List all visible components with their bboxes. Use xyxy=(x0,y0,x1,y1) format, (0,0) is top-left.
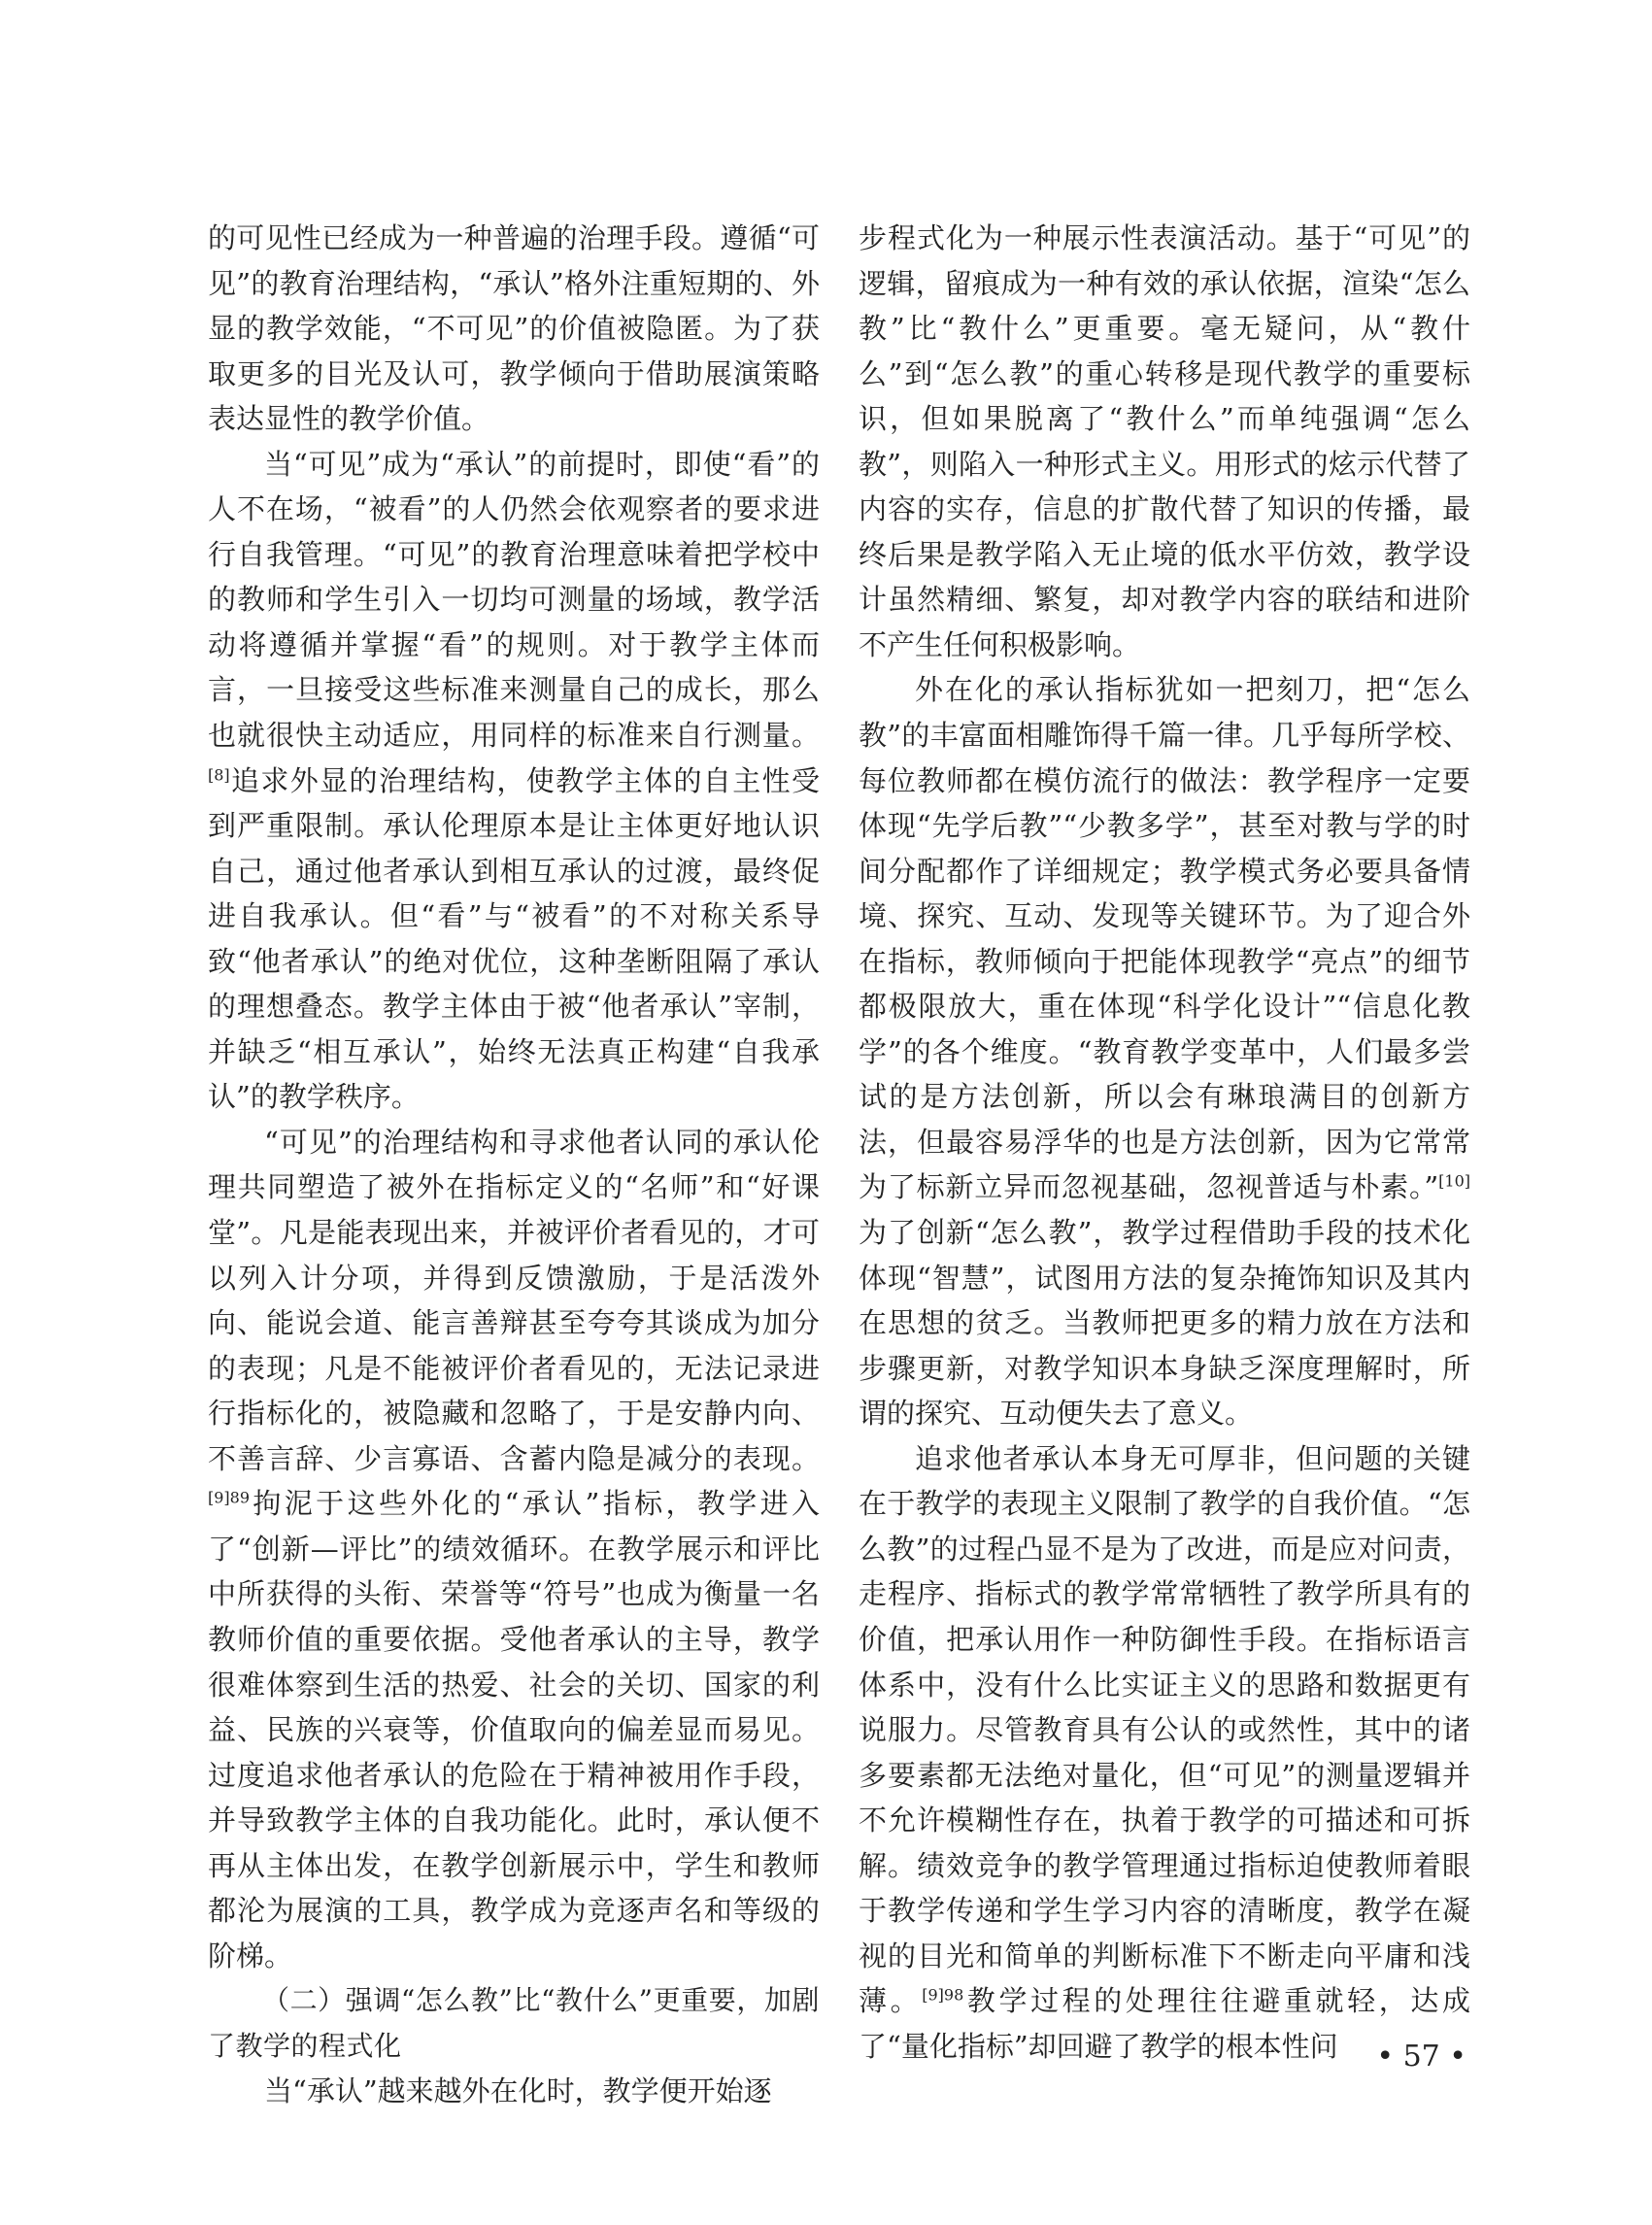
paragraph: 的可见性已经成为一种普遍的治理手段。遵循“可见”的教育治理结构，“承认”格外注重短期的、外显的教学效能，“不可见”的价值被隐匿。为了获取更多的目光及认可，教学倾向于借助展演策略表达显性的教学价值。 xyxy=(208,221,820,436)
page-number: • 57 • xyxy=(1376,2040,1467,2073)
paragraph-text: 当“可见”成为“承认”的前提时，即使“看”的人不在场，“被看”的人仍然会依观察者的要求进行自我管理。“可见”的教育治理意味着把学校中的教师和学生引入一切均可测量的场域，教学活动将遵循并掌握“看”的规则。对于教学主体而言，一旦接受这些标准来测量自己的成长，那么也就很快主动适应，用同样的标准来自行测量。 xyxy=(208,447,820,753)
right-column xyxy=(859,216,1470,2069)
citation-reference: [9]89 xyxy=(208,1488,251,1507)
citation-reference: [9]98 xyxy=(922,1985,964,2005)
citation-reference: [8] xyxy=(208,764,230,784)
paragraph-text: 为了创新“怎么教”，教学过程借助手段的技术化体现“智慧”，试图用方法的复杂掩饰知识及其内在思想的贫乏。当教师把更多的精力放在方法和步骤更新，对教学知识本身缺乏深度理解时，所谓的探究、互动便失去了意义。 xyxy=(859,1216,1470,1431)
paragraph-text: 教学过程的处理往往避重就轻，达成了“量化指标”却回避了教学的根本性问 xyxy=(859,1984,1470,2063)
paragraph xyxy=(208,442,820,1120)
paragraph-text: 拘泥于这些外化的“承认”指标，教学进入了“创新—评比”的绩效循环。在教学展示和评比中所获得的头衔、荣誉等“符号”也成为衡量一名教师价值的重要依据。受他者承认的主导，教学很难体察到生活的热爱、社会的关切、国家的利益、民族的兴衰等，价值取向的偏差显而易见。过度追求他者承认的危险在于精神被用作手段，并导致教学主体的自我功能化。此时，承认便不再从主体出发，在教学创新展示中，学生和教师都沦为展演的工具，教学成为竞逐声名和等级的阶梯。 xyxy=(208,1487,820,1972)
paragraph-text: 外在化的承认指标犹如一把刻刀，把“怎么教”的丰富面相雕饰得千篇一律。几乎每所学校、每位教师都在模仿流行的做法：教学程序一定要体现“先学后教”“少教多学”，甚至对教与学的时间分配都作了详细规定；教学模式务必要具备情境、探究、互动、发现等关键环节。为了迎合外在指标，教师倾向于把能体现教学“亮点”的细节都极限放大，重在体现“科学化设计”“信息化教学”的各个维度。“教育教学变革中，人们最多尝试的是方法创新，所以会有琳琅满目的创新方法，但最容易浮华的也是方法创新，因为它常常为了标新立异而忽视基础，忽视普适与朴素。” xyxy=(859,673,1470,1204)
left-column xyxy=(208,216,820,2114)
paragraph xyxy=(208,1120,820,1978)
paragraph xyxy=(859,1436,1470,2070)
paragraph-text: 追求外显的治理结构，使教学主体的自主性受到严重限制。承认伦理原本是让主体更好地认识自己，通过他者承认到相互承认的过渡，最终促进自我承认。但“看”与“被看”的不对称关系导致“他者承认”的绝对优位，这种垄断阻隔了承认的理想叠态。教学主体由于被“他者承认”宰制，并缺乏“相互承认”，始终无法真正构建“自我承认”的教学秩序。 xyxy=(208,763,820,1114)
citation-reference: [10] xyxy=(1438,1171,1470,1191)
paragraph xyxy=(859,667,1470,1435)
paragraph-text: 追求他者承认本身无可厚非，但问题的关键在于教学的表现主义限制了教学的自我价值。“怎么教”的过程凸显不是为了改进，而是应对问责，走程序、指标式的教学常常牺牲了教学所具有的价值，把承认用作一种防御性手段。在指标语言体系中，没有什么比实证主义的思路和数据更有说服力。尽管教育具有公认的或然性，其中的诸多要素都无法绝对量化，但“可见”的测量逻辑并不允许模糊性存在，执着于教学的可描述和可拆解。绩效竞争的教学管理通过指标迫使教师着眼于教学传递和学生学习内容的清晰度，教学在凝视的目光和简单的判断标准下不断走向平庸和浅薄。 xyxy=(859,1441,1470,2018)
section-heading: （二）强调“怎么教”比“教什么”更重要，加剧了教学的程式化 xyxy=(208,1984,820,2062)
paragraph: 当“承认”越来越外在化时，教学便开始逐 xyxy=(264,2074,772,2108)
paragraph-text: “可见”的治理结构和寻求他者认同的承认伦理共同塑造了被外在指标定义的“名师”和“好课堂”。凡是能表现出来，并被评价者看见的，才可以列入计分项，并得到反馈激励，于是活泼外向、能说会道、能言善辩甚至夸夸其谈成为加分的表现；凡是不能被评价者看见的，无法记录进行指标化的，被隐藏和忽略了，于是安静内向、不善言辞、少言寡语、含蓄内隐是减分的表现。 xyxy=(208,1125,820,1475)
paragraph: 步程式化为一种展示性表演活动。基于“可见”的逻辑，留痕成为一种有效的承认依据，渲染“怎么教”比“教什么”更重要。毫无疑问，从“教什么”到“怎么教”的重心转移是现代教学的重要标识，但如果脱离了“教什么”而单纯强调“怎么教”，则陷入一种形式主义。用形式的炫示代替了内容的实存，信息的扩散代替了知识的传播，最终后果是教学陷入无止境的低水平仿效，教学设计虽然精细、繁复，却对教学内容的联结和进阶不产生任何积极影响。 xyxy=(859,221,1470,661)
